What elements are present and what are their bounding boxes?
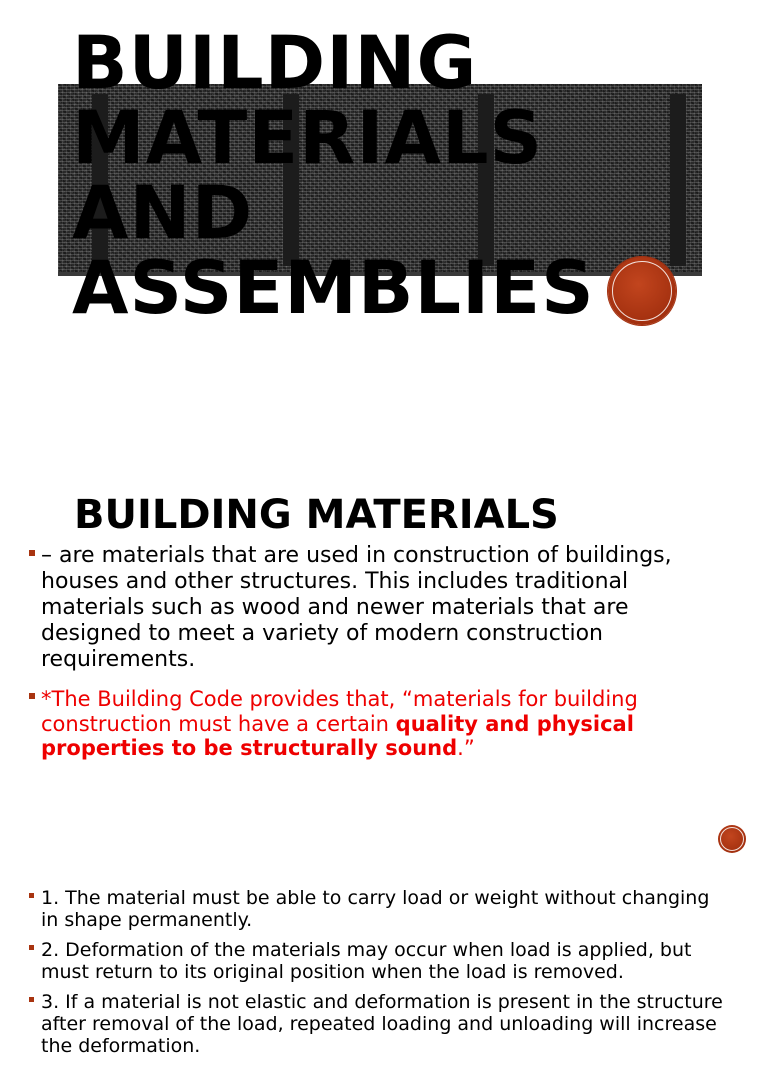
- bullet-square-icon: [29, 945, 34, 950]
- decorative-circle-icon: [608, 257, 676, 325]
- slide-title: [72, 21, 595, 331]
- bullet-square-icon: [29, 997, 34, 1002]
- title-line: BUILDING: [72, 21, 478, 106]
- texture-stripe: [670, 94, 686, 266]
- title-line: AND: [72, 171, 254, 256]
- title-line: MATERIALS: [72, 96, 544, 181]
- bullet-text-prefix: *The Building Code provides that, “materials for building construction must have a certain: [41, 687, 638, 736]
- list-item: [29, 687, 729, 761]
- requirements-slide: [0, 860, 768, 1057]
- slide-heading: BUILDING MATERIALS: [74, 492, 559, 538]
- bullet-square-icon: [29, 550, 35, 556]
- list-item: [29, 887, 729, 931]
- bullet-text: 3. If a material is not elastic and deformation is present in the structure after removal of the load, repeated loading and unloading will increase the deformation.: [41, 991, 723, 1057]
- definition-bullets: [29, 543, 729, 761]
- list-item: [29, 991, 729, 1057]
- list-item: [29, 543, 729, 673]
- bullet-text: – are materials that are used in construction of buildings, houses and other structures. This includes traditional materials such as wood and newer materials that are designed to meet a variety of modern construction requirements.: [41, 543, 672, 672]
- list-item: [29, 939, 729, 983]
- bullet-text-suffix: .”: [457, 736, 475, 760]
- definition-slide: [0, 450, 768, 860]
- title-line: ASSEMBLIES: [72, 246, 595, 331]
- bullet-square-icon: [29, 693, 35, 699]
- title-slide: [0, 0, 768, 450]
- decorative-circle-icon: [718, 825, 746, 853]
- bullet-text: 1. The material must be able to carry load or weight without changing in shape permanently.: [41, 887, 710, 931]
- bullet-square-icon: [29, 893, 34, 898]
- requirements-bullets: [29, 887, 729, 1065]
- bullet-text: 2. Deformation of the materials may occur when load is applied, but must return to its original position when the load is removed.: [41, 939, 692, 983]
- bullet-text-emphasis: quality and physical properties to be structurally sound: [41, 711, 634, 760]
